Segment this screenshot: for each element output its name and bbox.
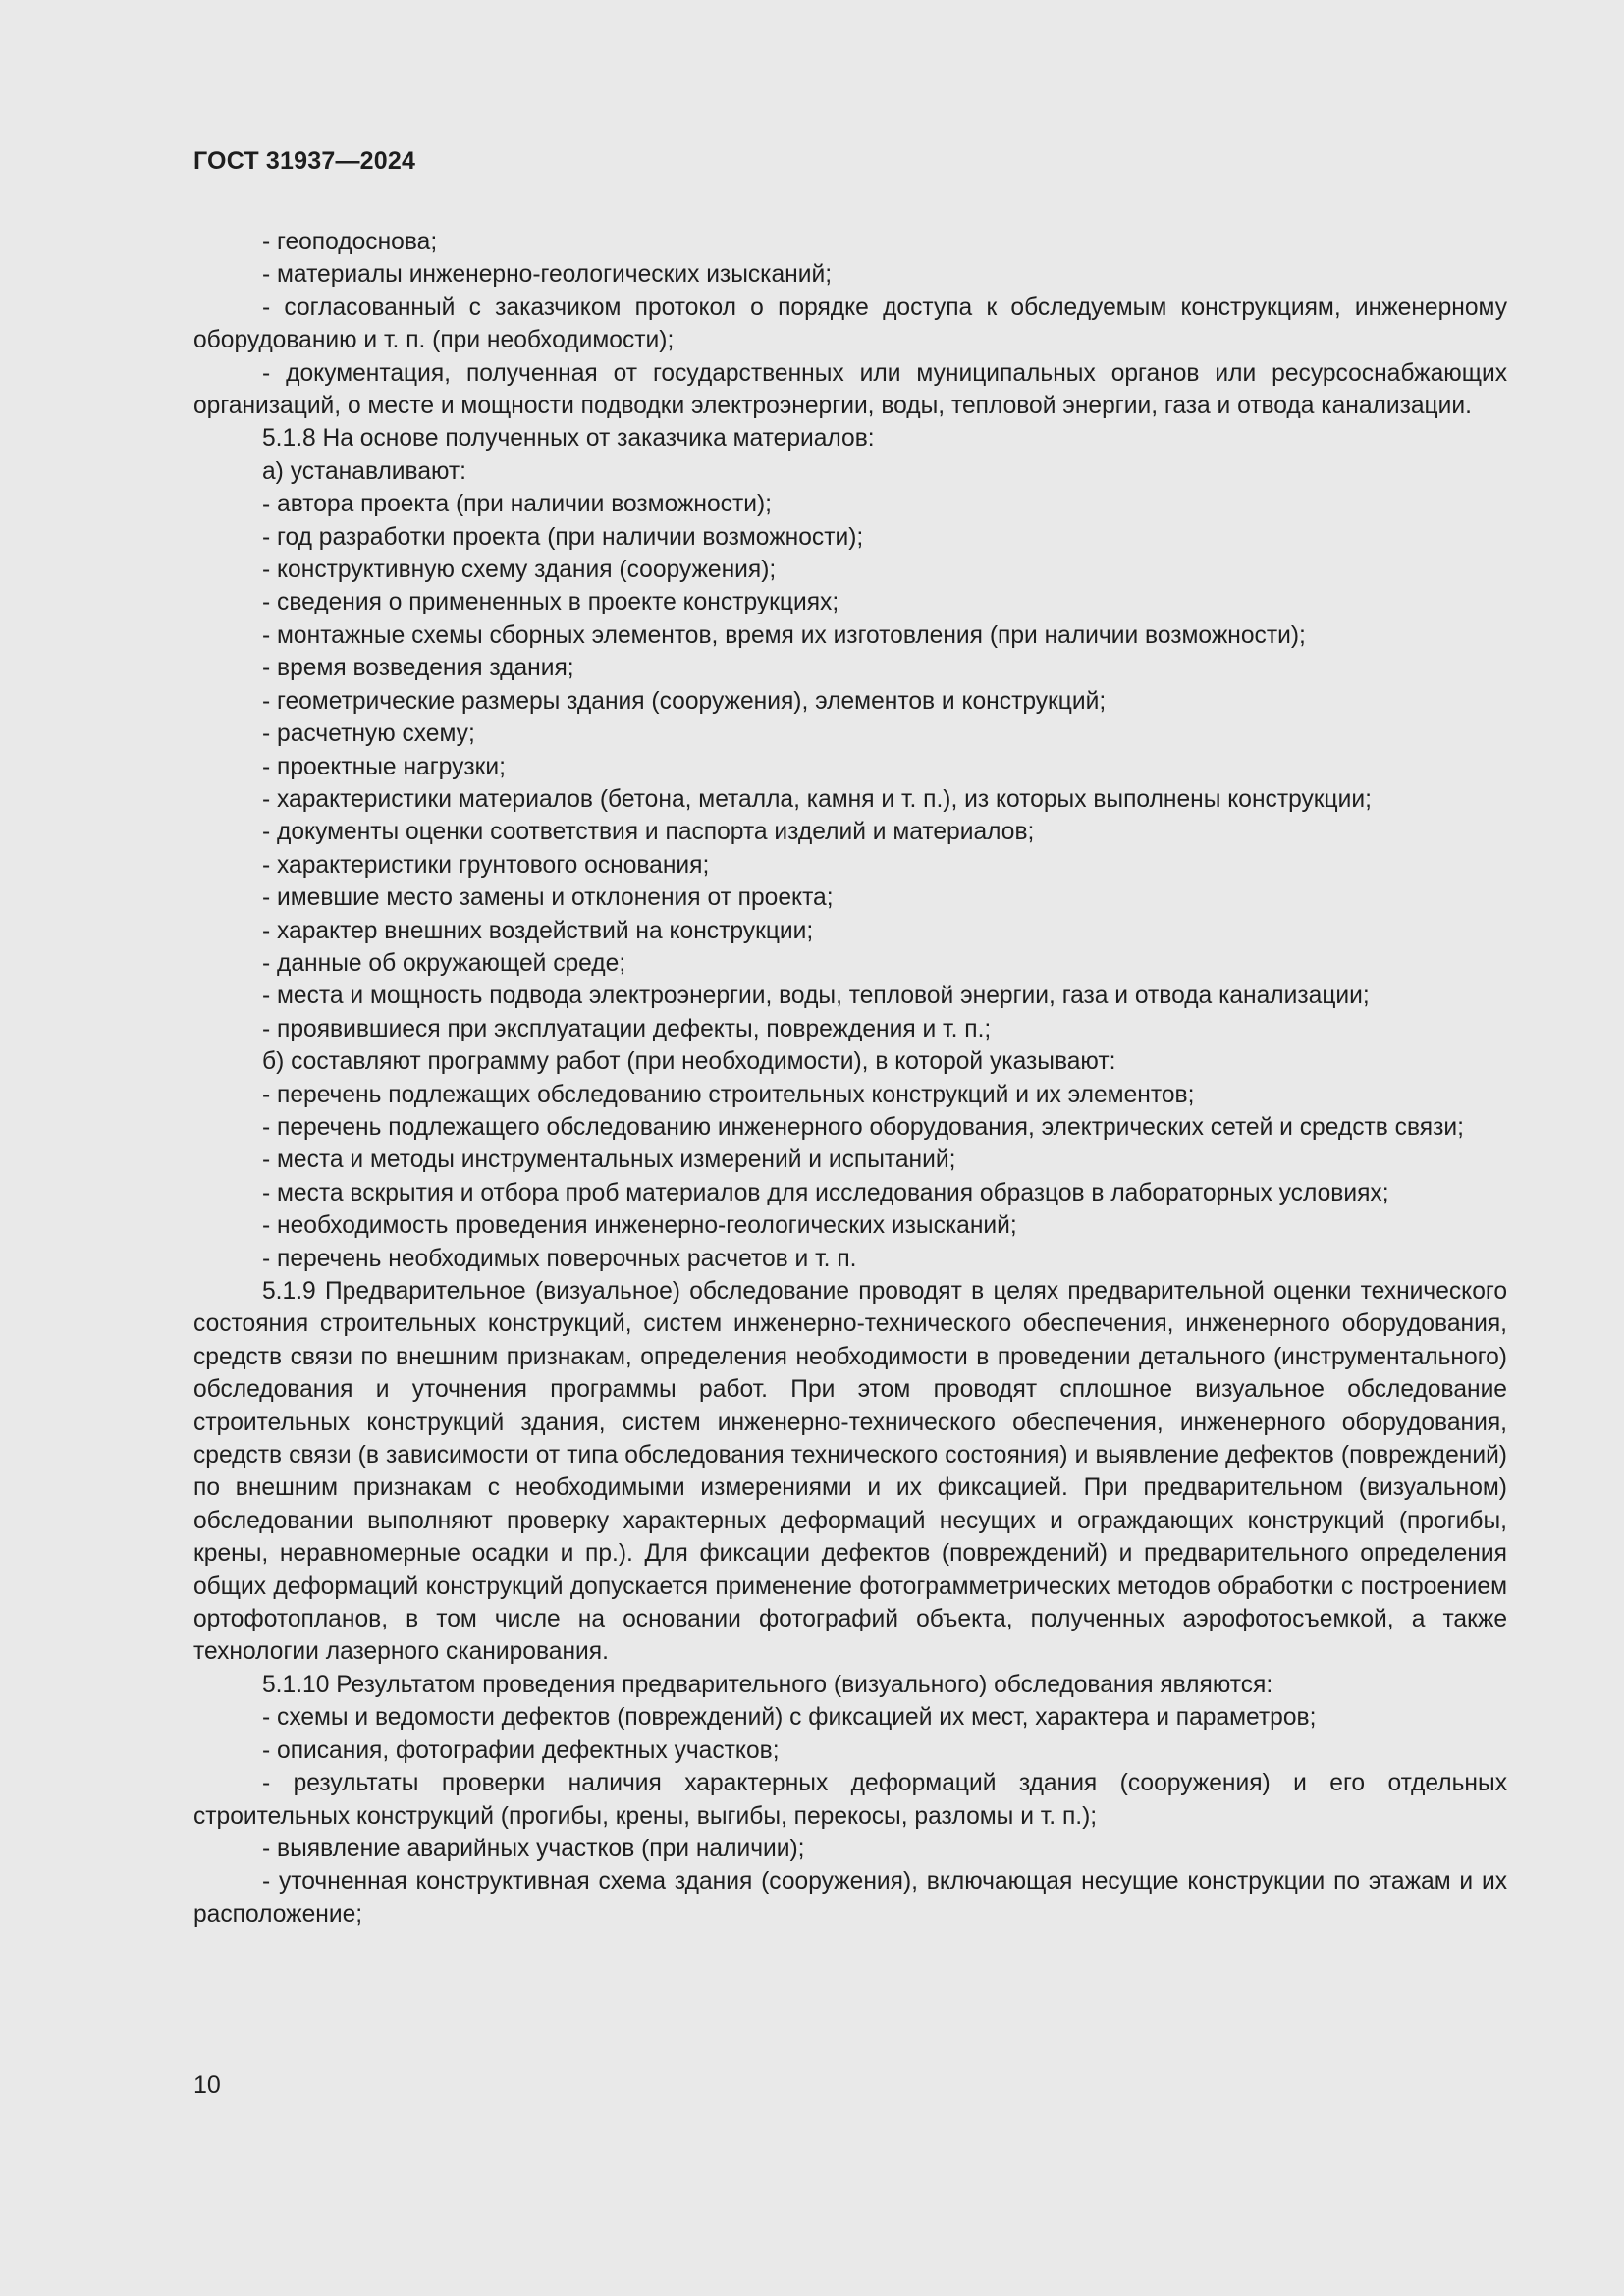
list-item: - характеристики грунтового основания; (262, 851, 710, 879)
list-item: - необходимость проведения инженерно-геологических изысканий; (262, 1212, 1017, 1240)
list-item: - имевшие место замены и отклонения от проекта; (262, 884, 834, 912)
subclause-b: б) составляют программу работ (при необходимости), в которой указывают: (262, 1048, 1116, 1076)
list-item: - автора проекта (при наличии возможности); (262, 491, 773, 518)
clause-5-1-9: 5.1.9 Предварительное (визуальное) обследование проводят в целях предварительной оценки технического состояния строительных конструкций, систем инженерно-технического обеспечения, инженерного оборудования, средств связи по внешним признакам, определения необходимости в проведении детального (инструментального) обследования и уточнения программы работ. При этом проводят сплошное визуальное обследование строительных конструкций здания, систем инженерно-технического обеспечения, инженерного оборудования, средств связи (в зависимости от типа обследования технического состояния) и выявление дефектов (повреждений) по внешним признакам с необходимыми измерениями и их фиксацией. При предварительном (визуальном) обследовании выполняют проверку характерных деформаций несущих и ограждающих конструкций (прогибы, крены, неравномерные осадки и пр.). Для фиксации дефектов (повреждений) и предварительного определения общих деформаций конструкций допускается применение фотограмметрических методов обработки с построением ортофотопланов, в том числе на основании фотографий объекта, полученных аэрофотосъемкой, а также технологии лазерного сканирования. (193, 1278, 1507, 1666)
list-item: - перечень подлежащего обследованию инженерного оборудования, электрических сетей и средств связи; (262, 1113, 1464, 1141)
list-item: - характеристики материалов (бетона, металла, камня и т. п.), из которых выполнены конструкции; (262, 785, 1372, 813)
list-item: - характер внешних воздействий на конструкции; (262, 917, 814, 944)
list-item: - места и мощность подвода электроэнергии, воды, тепловой энергии, газа и отвода канализации; (262, 983, 1370, 1010)
list-item: - перечень подлежащих обследованию строительных конструкций и их элементов; (262, 1081, 1195, 1108)
list-item: - конструктивную схему здания (сооружения); (262, 557, 777, 584)
list-item-geopodosnova: - геоподоснова; (262, 229, 438, 255)
list-item: - расчетную схему; (262, 721, 475, 748)
list-item-geology-materials: - материалы инженерно-геологических изысканий; (262, 261, 833, 289)
list-item-access-protocol: - согласованный с заказчиком протокол о порядке доступа к обследуемым конструкциям, инженерному оборудованию и т. п. (при необходимости); (193, 294, 1507, 354)
list-item: - места и методы инструментальных измерений и испытаний; (262, 1147, 956, 1174)
list-item: - перечень необходимых поверочных расчетов и т. п. (262, 1245, 857, 1272)
list-item: - места вскрытия и отбора проб материалов для исследования образцов в лабораторных условиях; (262, 1179, 1389, 1206)
document-header-code: ГОСТ 31937—2024 (193, 147, 416, 175)
subclause-a: а) устанавливают: (262, 457, 467, 485)
list-item: - данные об окружающей среде; (262, 949, 626, 977)
list-item: - схемы и ведомости дефектов (повреждений) с фиксацией их мест, характера и параметров; (262, 1704, 1317, 1732)
list-item: - сведения о примененных в проекте конструкциях; (262, 589, 839, 616)
list-item: - выявление аварийных участков (при наличии); (262, 1835, 805, 1862)
list-item-utility-documentation: - документация, полученная от государственных или муниципальных органов или ресурсоснабжающих организаций, о месте и мощности подводки электроэнергии, воды, тепловой энергии, газа и отвода канализации. (193, 359, 1507, 420)
list-item: - описания, фотографии дефектных участков; (262, 1736, 780, 1764)
clause-5-1-10: 5.1.10 Результатом проведения предварительного (визуального) обследования являются: (262, 1671, 1273, 1698)
list-item: - монтажные схемы сборных элементов, время их изготовления (при наличии возможности); (262, 621, 1306, 649)
list-item: - время возведения здания; (262, 655, 574, 682)
list-item: - уточненная конструктивная схема здания (сооружения), включающая несущие конструкции по этажам и их расположение; (193, 1868, 1507, 1928)
page-number: 10 (193, 2071, 221, 2099)
list-item: - проявившиеся при эксплуатации дефекты, повреждения и т. п.; (262, 1015, 992, 1042)
list-item: - геометрические размеры здания (сооружения), элементов и конструкций; (262, 687, 1107, 715)
document-body (193, 226, 1507, 1931)
list-item: - документы оценки соответствия и паспорта изделий и материалов; (262, 819, 1035, 846)
list-item: - год разработки проекта (при наличии возможности); (262, 523, 864, 551)
list-item: - проектные нагрузки; (262, 753, 506, 780)
clause-5-1-8: 5.1.8 На основе полученных от заказчика материалов: (262, 425, 875, 453)
list-item: - результаты проверки наличия характерных деформаций здания (сооружения) и его отдельных строительных конструкций (прогибы, крены, выгибы, перекосы, разломы и т. п.); (193, 1770, 1507, 1830)
